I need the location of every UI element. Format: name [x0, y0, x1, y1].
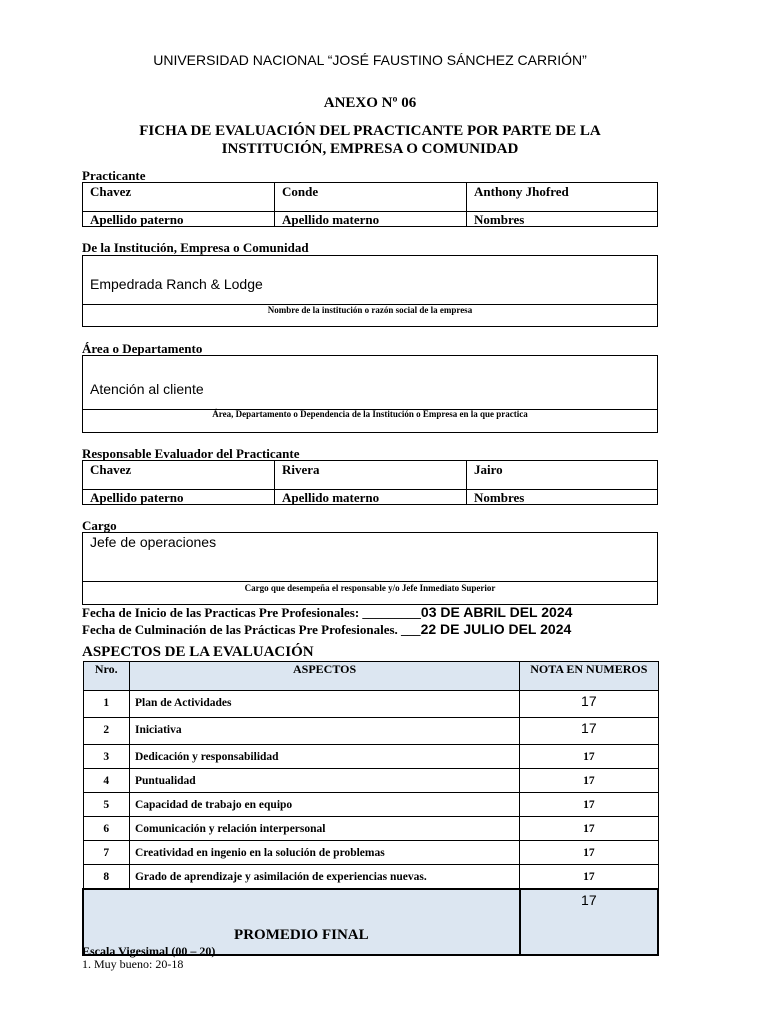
practicante-lbl-nombres: Nombres [474, 212, 525, 227]
row-nro: 2 [83, 718, 129, 745]
responsable-lbl-nombres: Nombres [474, 490, 525, 505]
row-nro: 5 [83, 793, 129, 817]
row-aspecto: Creatividad en ingenio en la solución de problemas [129, 841, 519, 865]
form-title-line1: FICHA DE EVALUACIÓN DEL PRACTICANTE POR PARTE DE LA [139, 123, 601, 139]
fecha-fin [82, 621, 571, 639]
row-aspecto: Capacidad de trabajo en equipo [129, 793, 519, 817]
table-row [83, 691, 658, 718]
practicante-nombres: Anthony Jhofred [474, 184, 569, 199]
form-title-line2: INSTITUCIÓN, EMPRESA O COMUNIDAD [221, 141, 519, 157]
table-row [83, 841, 658, 865]
row-aspecto: Plan de Actividades [129, 691, 519, 718]
practicante-lbl-paterno: Apellido paterno [90, 212, 184, 227]
responsable-box [82, 460, 658, 505]
row-nota: 17 [520, 865, 658, 889]
responsable-apellido-paterno: Chavez [90, 462, 132, 477]
practicante-box [82, 182, 658, 227]
institucion-caption: Nombre de la institución o razón social de la empresa [267, 305, 473, 315]
row-nota: 17 [520, 745, 658, 769]
practicante-lbl-materno: Apellido materno [282, 212, 380, 227]
escala-item-1: 1. Muy bueno: 20-18 [82, 957, 184, 971]
row-nota: 17 [520, 718, 658, 745]
row-nota: 17 [520, 817, 658, 841]
row-nro: 1 [83, 691, 129, 718]
area-value: Atención al cliente [90, 381, 204, 397]
fecha-fin-label: Fecha de Culminación de las Prácticas Pre Profesionales. ___ [82, 622, 421, 637]
table-row [83, 793, 658, 817]
col-nota-header: NOTA EN NUMEROS [520, 662, 658, 691]
row-nota: 17 [520, 769, 658, 793]
table-row [83, 865, 658, 889]
practicante-apellido-paterno: Chavez [90, 184, 132, 199]
fecha-inicio-value: 03 DE ABRIL DEL 2024 [420, 604, 573, 620]
row-aspecto: Iniciativa [129, 718, 519, 745]
row-nro: 4 [83, 769, 129, 793]
table-row [83, 718, 658, 745]
practicante-label: Practicante [82, 168, 146, 183]
area-caption: Área, Departamento o Dependencia de la Institución o Empresa en la que practica [212, 409, 528, 419]
evaluacion-title: ASPECTOS DE LA EVALUACIÓN [82, 644, 314, 660]
institucion-box [82, 255, 658, 327]
col-nro-header: Nro. [83, 662, 129, 691]
cargo-caption: Cargo que desempeña el responsable y/o Jefe Inmediato Superior [244, 583, 496, 593]
row-nota: 17 [520, 691, 658, 718]
area-box [82, 355, 658, 433]
cargo-value: Jefe de operaciones [90, 534, 217, 550]
row-aspecto: Comunicación y relación interpersonal [129, 817, 519, 841]
responsable-lbl-paterno: Apellido paterno [90, 490, 184, 505]
row-nro: 8 [83, 865, 129, 889]
institucion-label: De la Institución, Empresa o Comunidad [82, 240, 309, 255]
row-nota: 17 [520, 793, 658, 817]
institucion-value: Empedrada Ranch & Lodge [90, 276, 263, 292]
table-row [83, 769, 658, 793]
university-name: UNIVERSIDAD NACIONAL “JOSÉ FAUSTINO SÁNCHEZ CARRIÓN” [153, 52, 587, 68]
promedio-final-value: 17 [520, 889, 658, 955]
row-nro: 3 [83, 745, 129, 769]
promedio-final-label: PROMEDIO FINAL [83, 889, 520, 955]
row-nro: 6 [83, 817, 129, 841]
row-aspecto: Grado de aprendizaje y asimilación de experiencias nuevas. [129, 865, 519, 889]
col-aspectos-header: ASPECTOS [129, 662, 519, 691]
fecha-inicio-label: Fecha de Inicio de las Practicas Pre Profesionales: _________ [82, 605, 421, 620]
row-aspecto: Puntualidad [129, 769, 519, 793]
practicante-apellido-materno: Conde [282, 184, 319, 199]
table-header-row [83, 662, 658, 691]
escala-label: Escala Vigesimal (00 – 20) [82, 944, 216, 958]
area-label: Área o Departamento [82, 341, 203, 356]
row-aspecto: Dedicación y responsabilidad [129, 745, 519, 769]
row-nro: 7 [83, 841, 129, 865]
responsable-apellido-materno: Rivera [282, 462, 320, 477]
responsable-nombres: Jairo [474, 462, 503, 477]
responsable-lbl-materno: Apellido materno [282, 490, 380, 505]
annex-number: ANEXO Nº 06 [323, 95, 417, 111]
fecha-inicio [82, 604, 572, 622]
table-row [83, 817, 658, 841]
fecha-fin-value: 22 DE JULIO DEL 2024 [420, 621, 572, 637]
table-row [83, 745, 658, 769]
row-nota: 17 [520, 841, 658, 865]
cargo-box [82, 532, 658, 605]
evaluation-table [82, 661, 659, 956]
responsable-label: Responsable Evaluador del Practicante [82, 446, 300, 461]
cargo-label: Cargo [82, 518, 117, 533]
